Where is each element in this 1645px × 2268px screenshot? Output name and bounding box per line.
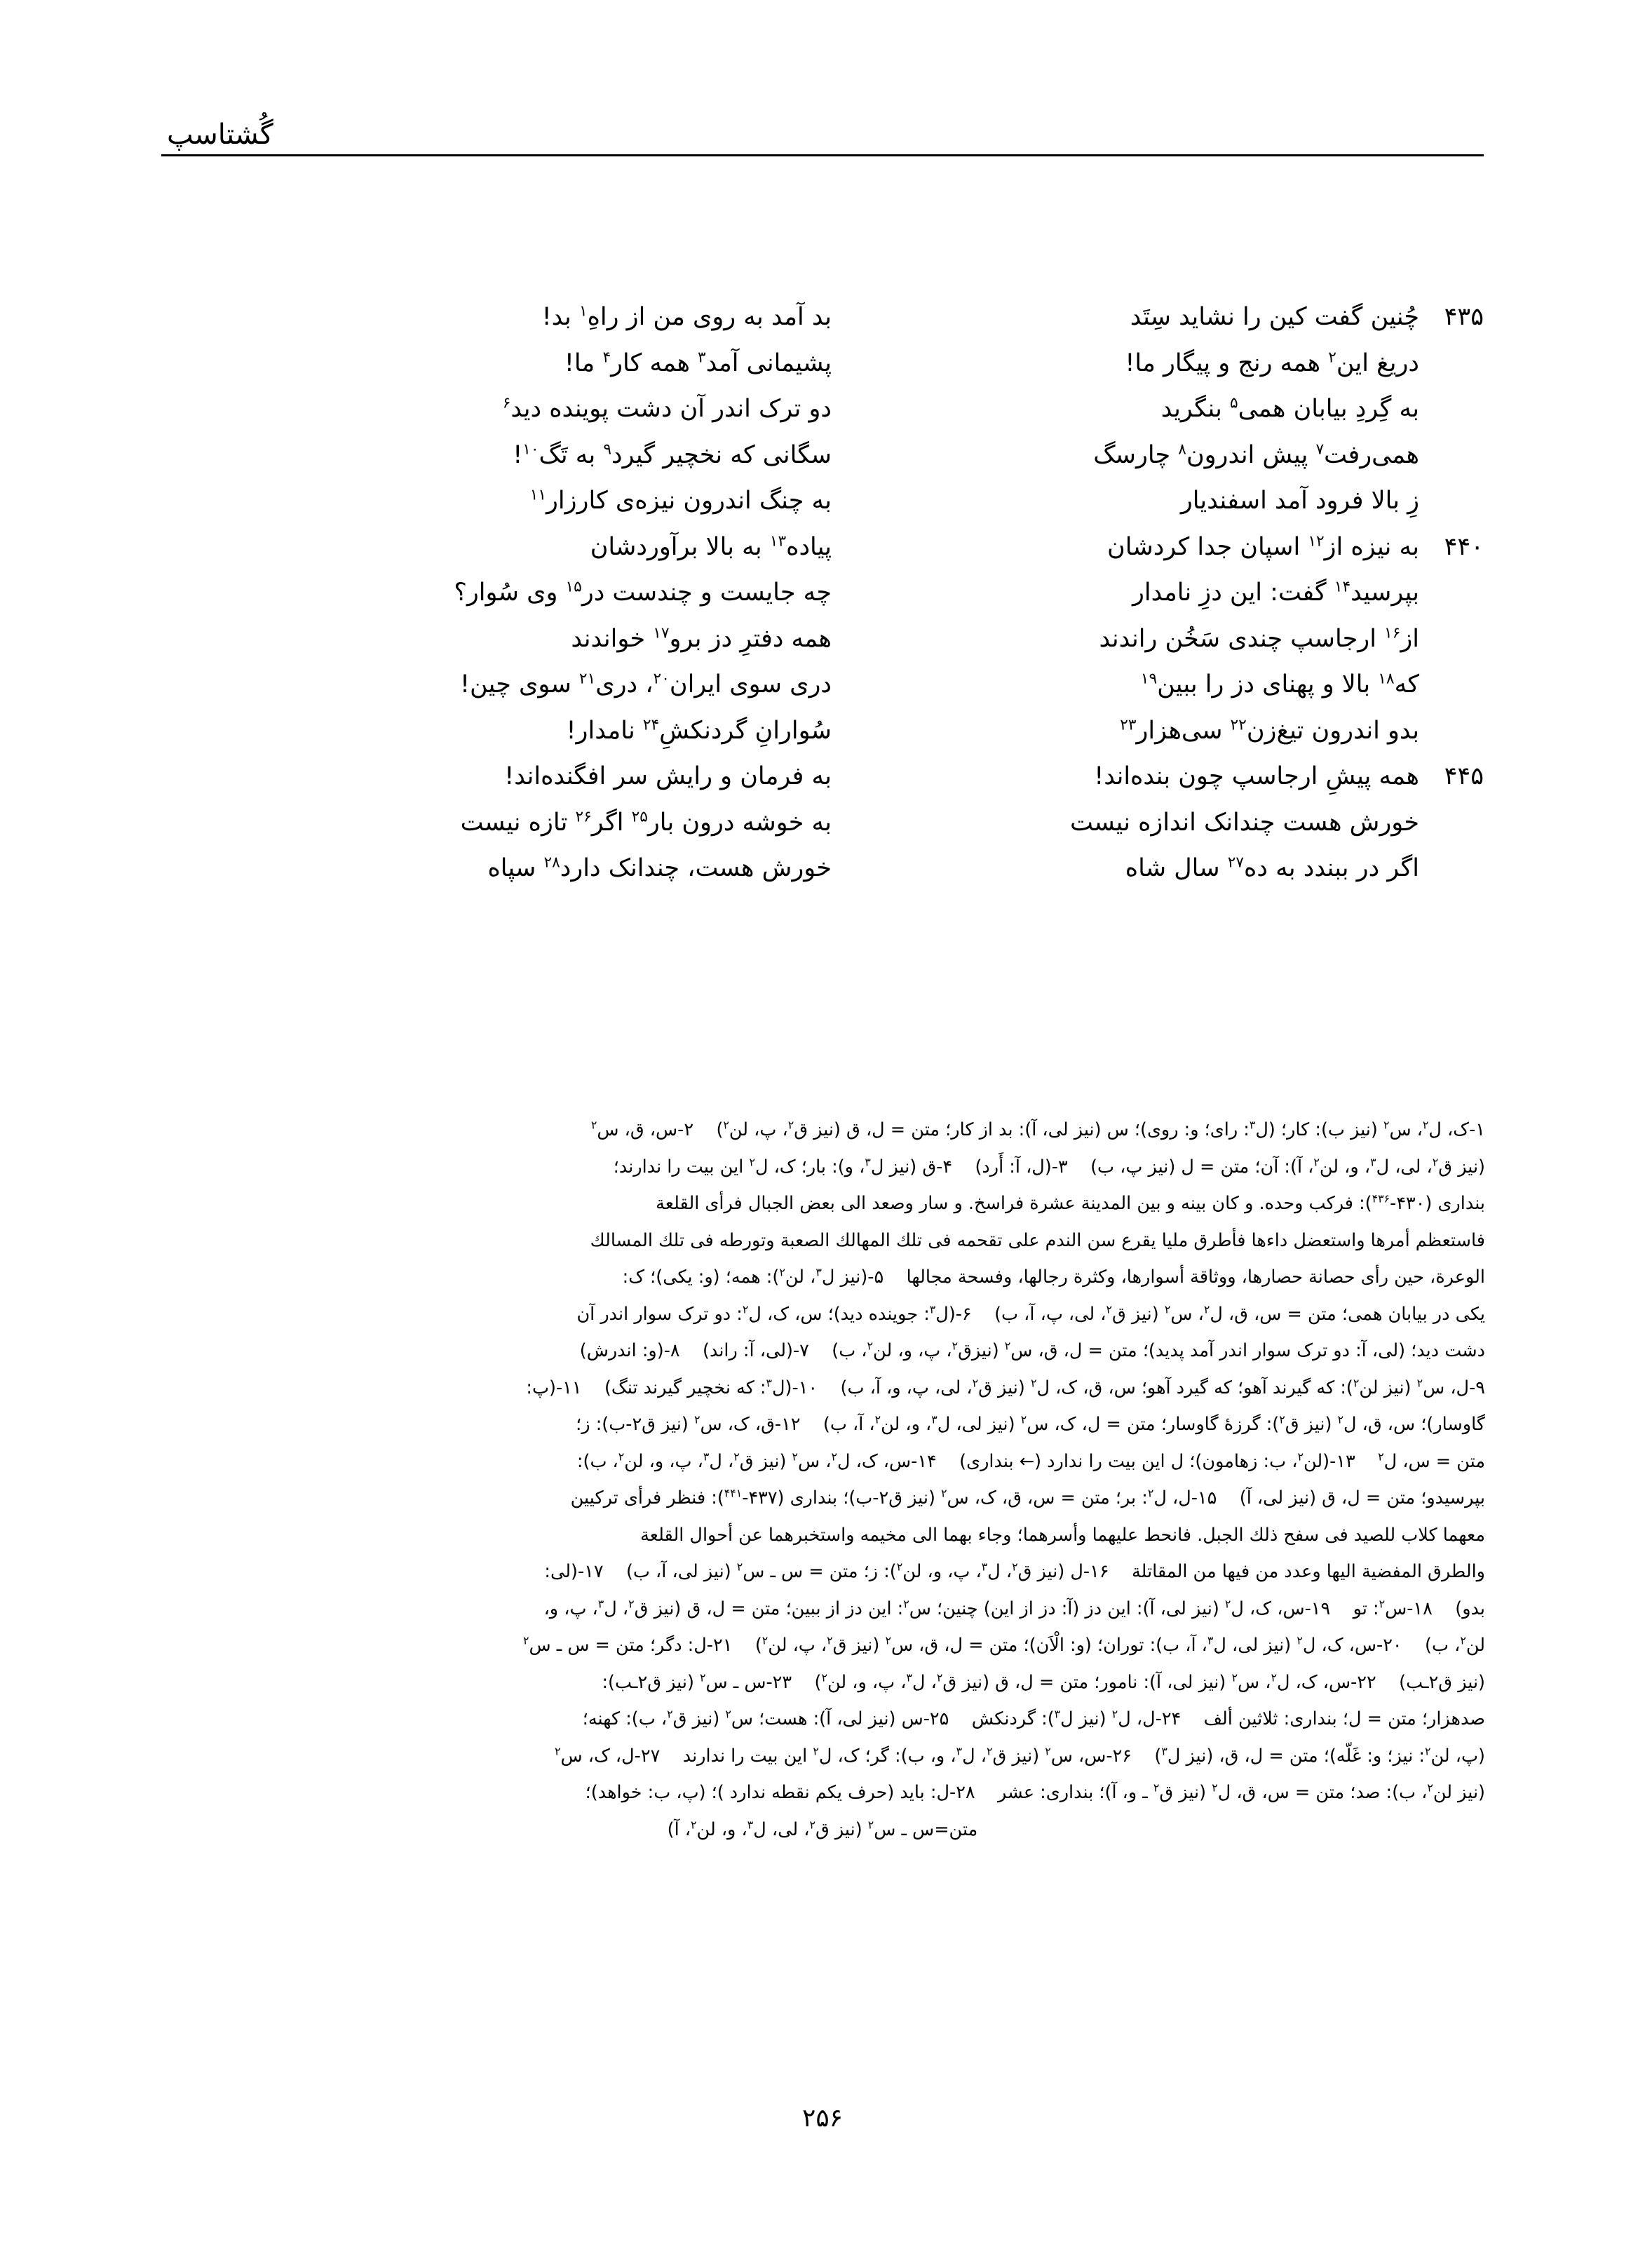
hemistich-text: دریغ این$^۲$ همه رنج و پیگار ما!	[1125, 348, 1419, 377]
apparatus-line: دشت دید؛ (لی، آ: دو ترک سوار اندر آمد پدید)؛ متن = ل، ق، س$^۲$ (نیزق$^۲$، پ، و، لن$^۲$، ب) ۷-(لی، آ: راند) ۸-(و: اندرش)	[579, 1339, 1485, 1361]
hemistich-text: پیاده$^{۱۳}$ به بالا برآوردشان	[590, 532, 832, 561]
apparatus-line: ۱-ک، ل$^۲$، س$^۲$ (نیز ب): کار؛ (ل$^۳$: رای؛ و: روی)؛ س (نیز لی، آ): بد از کار؛ متن = ل، ق (نیز ق$^۲$، پ، لن$^۲$) ۲-س، ق، س$^۲$	[590, 1118, 1485, 1140]
critical-apparatus	[160, 1112, 1485, 1848]
apparatus-line: معهما كلاب للصيد فى سفح ذلك الجبل. فانحط عليهما وأسرهما؛ وجاء بهما الى مخيمه واستخبرهما عن أحوال القلعة	[640, 1524, 1485, 1546]
apparatus-line: (نیز ق۲ـب) ۲۲-س، ک، ل$^۲$، س$^۲$ (نیز لی، آ): نامور؛ متن = ل، ق (نیز ق$^۲$، ل$^۳$، پ، و، لن$^۲$) ۲۳-س ـ س$^۲$ (نیز ق۲ـب):	[602, 1670, 1485, 1693]
hemistich-second	[250, 846, 832, 891]
apparatus-line: فاستعظم أمرها واستعضل داءها فأطرق مليا يقرع سن الندم على تقحمه فى تلك المهالك الصعبة وتورطه فى تلك المسالك	[590, 1229, 1485, 1251]
verse-couplet	[161, 525, 1484, 571]
verse-number: ۴۴۵	[1444, 762, 1484, 790]
hemistich-first	[832, 386, 1484, 431]
hemistich-text: همی‌رفت$^۷$ پیش اندرون$^۸$ چارسگ	[1093, 440, 1419, 469]
apparatus-line: بنداری (۴۳۰-$^{۴۳۶}$): فركب وحده. و كان بينه و بين المدينة عشرة فراسخ. و سار وصعد الى بعض الجبال فرأى القلعة	[656, 1192, 1485, 1214]
hemistich-first	[832, 708, 1484, 753]
apparatus-line: متن=س ـ س$^۲$ (نیز ق$^۲$، لی، ل$^۳$، و، لن$^۲$، آ)	[667, 1818, 978, 1840]
hemistich-second	[250, 754, 832, 799]
hemistich-second	[250, 433, 832, 478]
verse-couplet	[161, 800, 1484, 846]
verse-number: ۴۴۰	[1444, 532, 1484, 561]
hemistich-text: از$^{۱۶}$ ارجاسپ چندی سَخُن راندند	[1099, 623, 1419, 653]
hemistich-second	[250, 525, 832, 569]
verse-block	[161, 295, 1484, 1031]
apparatus-line: بدو) ۱۸-س$^۲$: تو ۱۹-س، ک، ل$^۲$ (نیز لی، آ): این دز (آ: دز از این) چنین؛ س$^۲$: این دز از ببین؛ متن = ل، ق (نیز ق$^۲$، ل$^۳$، پ، و،	[543, 1597, 1485, 1619]
hemistich-text: به فرمان و رایش سر افگنده‌اند!	[504, 762, 832, 790]
verse-number: ۴۳۵	[1444, 303, 1484, 331]
hemistich-text: بدو اندرون تیغ‌زن$^{۲۲}$ سی‌هزار$^{۲۳}$	[1120, 715, 1419, 745]
hemistich-text: اگر در ببندد به ده$^{۲۷}$ سال شاه	[1125, 853, 1419, 882]
verse-couplet	[161, 662, 1484, 708]
verse-couplet	[161, 386, 1484, 433]
hemistich-second	[250, 386, 832, 431]
apparatus-line: والطرق المفضية اليها وعدد من فيها من المقاتلة ۱۶-ل (نیز ق$^۲$، ل$^۳$، پ، و، لن$^۲$): ز؛ متن = س ـ س$^۲$ (نیز لی، آ، ب) ۱۷-(لی:	[544, 1560, 1485, 1582]
verse-couplet	[161, 295, 1484, 341]
hemistich-first	[832, 341, 1484, 386]
hemistich-first	[832, 570, 1484, 615]
apparatus-line: ۹-ل، س$^۲$ (نیز لن$^۲$): که گیرند آهو؛ که گیرد آهو؛ س، ق، ک، ل$^۲$ (نیز ق$^۲$، لی، پ، و، آ، ب) ۱۰-(ل$^۳$: که نخچیر گیرند تنگ) ۱۱-(پ:	[526, 1376, 1485, 1398]
apparatus-line: لن$^۲$، ب) ۲۰-س، ک، ل$^۲$ (نیز لی، ل$^۳$، آ، ب): توران؛ (و: الْاَن)؛ متن = ل، ق، س$^۲$ (نیز ق$^۲$، پ، لن$^۲$) ۲۱-ل: دگر؛ متن = س ـ س$^۲$	[523, 1633, 1485, 1656]
hemistich-text: سگانی که نخچیر گیرد$^۹$ به تَگ$^{۱۰}$!	[513, 440, 832, 469]
hemistich-text: به گِردِ بیابان همی$^۵$ بنگرید	[1160, 394, 1419, 423]
hemistich-first	[832, 525, 1484, 569]
hemistich-text: چُنین گفت کین را نشاید سِتَد	[1130, 303, 1419, 331]
hemistich-second	[250, 800, 832, 845]
apparatus-line: (نیز لن$^۲$، ب): صد؛ متن = س، ق، ل$^۲$ (نیز ق$^۲$ ـ و، آ)؛ بنداری: عشر ۲۸-ل: باید (حرف یکم نقطه ندارد )؛ (پ، ب: خواهد)؛	[585, 1781, 1485, 1803]
running-title: گُشتاسپ	[167, 119, 273, 151]
hemistich-first	[832, 662, 1484, 707]
hemistich-second	[250, 616, 832, 661]
hemistich-text: به چنگ اندرون نیزه‌ی کارزار$^{۱۱}$	[529, 486, 832, 515]
verse-couplet	[161, 846, 1484, 892]
hemistich-second	[250, 478, 832, 523]
hemistich-text: خورش هست، چندانک دارد$^{۲۸}$ سپاه	[487, 853, 832, 882]
apparatus-line: (پ، لن$^۲$: نیز؛ و: غَلّه)؛ متن = ل، ق، (نیز ل$^۳$) ۲۶-س، س$^۲$ (نیز ق$^۲$، ل$^۳$، و، ب): گر؛ ک، ل$^۲$ این بیت را ندارند ۲۷-ل، ک، س$^۲$	[555, 1744, 1485, 1767]
hemistich-text: به نیزه از$^{۱۲}$ اسپان جدا کردشان	[1107, 532, 1419, 561]
hemistich-second	[250, 708, 832, 753]
hemistich-text: سُوارانِ گردنکشِ$^{۲۴}$ نامدار!	[566, 715, 832, 745]
hemistich-text: بد آمد به روی من از راهِ$^۱$ بد!	[541, 302, 832, 331]
hemistich-text: بپرسید$^{۱۴}$ گفت: این دزِ نامدار	[1132, 578, 1419, 607]
hemistich-first	[832, 433, 1484, 478]
hemistich-text: زِ بالا فرود آمد اسفندیار	[1180, 487, 1419, 515]
hemistich-text: دری سوی ایران$^{۲۰}$، دری$^{۲۱}$ سوی چین!	[459, 670, 832, 698]
hemistich-text: دو ترک اندر آن دشت پوینده دید$^۶$	[502, 394, 832, 423]
hemistich-text: که$^{۱۸}$ بالا و پهنای دز را ببین$^{۱۹}$	[1140, 670, 1419, 698]
hemistich-first	[832, 478, 1484, 523]
apparatus-line: بپرسیدو؛ متن = ل، ق (نیز لی، آ) ۱۵-ل، ل$^۲$: بر؛ متن = س، ق، ک، س$^۲$ (نیز ق۲-ب)؛ بنداری (۴۳۷-$^{۴۴۱}$): فنظر فرأى تركيين	[570, 1486, 1485, 1508]
hemistich-text: به خوشه درون بار$^{۲۵}$ اگر$^{۲۶}$ تازه نیست	[460, 807, 832, 837]
verse-couplet	[161, 708, 1484, 755]
verse-couplet	[161, 570, 1484, 616]
apparatus-line: الوعرة، حين رأى حصانة حصارها، ووثاقة أسوارها، وكثرة رجالها، وفسحة مجالها ۵-(نیز ل$^۳$، لن$^۲$): همه؛ (و: یکی)؛ ک:	[622, 1265, 1485, 1288]
verse-couplet	[161, 341, 1484, 387]
apparatus-line: (نیز ق$^۲$، لی، ل$^۳$، و، لن$^۲$، آ): آن؛ متن = ل (نیز پ، ب) ۳-(ل، آ: أَرد) ۴-ق (نیز ل$^۳$، و): بار؛ ک، ل$^۲$ این بیت را ندارند؛	[613, 1155, 1485, 1177]
hemistich-first	[832, 754, 1484, 799]
hemistich-second	[250, 570, 832, 615]
hemistich-text: همه پیشِ ارجاسپ چون بنده‌اند!	[1094, 762, 1419, 790]
apparatus-line: صدهزار؛ متن = ل؛ بنداری: ثلاثين ألف ۲۴-ل، ل$^۲$ (نیز ل$^۳$): گردنکش ۲۵-س (نیز لی، آ): هست؛ س$^۲$ (نیز ق$^۲$، ب): کهنه؛	[582, 1707, 1485, 1729]
verse-couplet	[161, 754, 1484, 800]
verse-couplet	[161, 433, 1484, 479]
verse-couplet	[161, 478, 1484, 525]
running-head	[161, 119, 1484, 196]
hemistich-second	[250, 295, 832, 339]
hemistich-text: چه جایست و چندست در$^{۱۵}$ وی سُوار؟	[454, 578, 832, 607]
hemistich-text: پشیمانی آمد$^۳$ همه کار$^۴$ ما!	[564, 348, 832, 377]
hemistich-second	[250, 662, 832, 707]
hemistich-first	[832, 295, 1484, 339]
verse-couplet	[161, 616, 1484, 663]
hemistich-text: همه دفترِ دز برو$^{۱۷}$ خواندند	[571, 623, 832, 653]
hemistich-first	[832, 616, 1484, 661]
apparatus-line: گاوسار)؛ س، ق، ل$^۲$ (نیز ق$^۲$): گرزهٔ گاوسار؛ متن = ل، ک، س$^۲$ (نیز لی، ل$^۳$، و، لن$^۲$، آ، ب) ۱۲-ق، ک، س$^۲$ (نیز ق۲-ب): ز؛	[576, 1412, 1485, 1435]
hemistich-first	[832, 800, 1484, 845]
apparatus-line: متن = س، ل$^۲$ ۱۳-(لن$^۲$، ب: زهامون)؛ ل این بیت را ندارد (← بنداری) ۱۴-س، ک، ل$^۲$، س$^۲$ (نیز ق$^۲$، ل$^۳$، پ، و، لن$^۲$، ب):	[576, 1450, 1485, 1472]
header-rule	[161, 154, 1484, 156]
apparatus-line: یکی در بیابان همی؛ متن = س، ق، ل$^۲$، س$^۲$ (نیز ق$^۲$، لی، پ، آ، ب) ۶-(ل$^۳$: جوینده دید)؛ س، ک، ل$^۲$: دو ترک سوار اندر آن	[576, 1302, 1485, 1325]
hemistich-first	[832, 846, 1484, 891]
hemistich-text: خورش هست چندانک اندازه نیست	[1070, 808, 1419, 837]
folio-number: ۲۵۶	[801, 2104, 843, 2133]
hemistich-second	[250, 341, 832, 386]
